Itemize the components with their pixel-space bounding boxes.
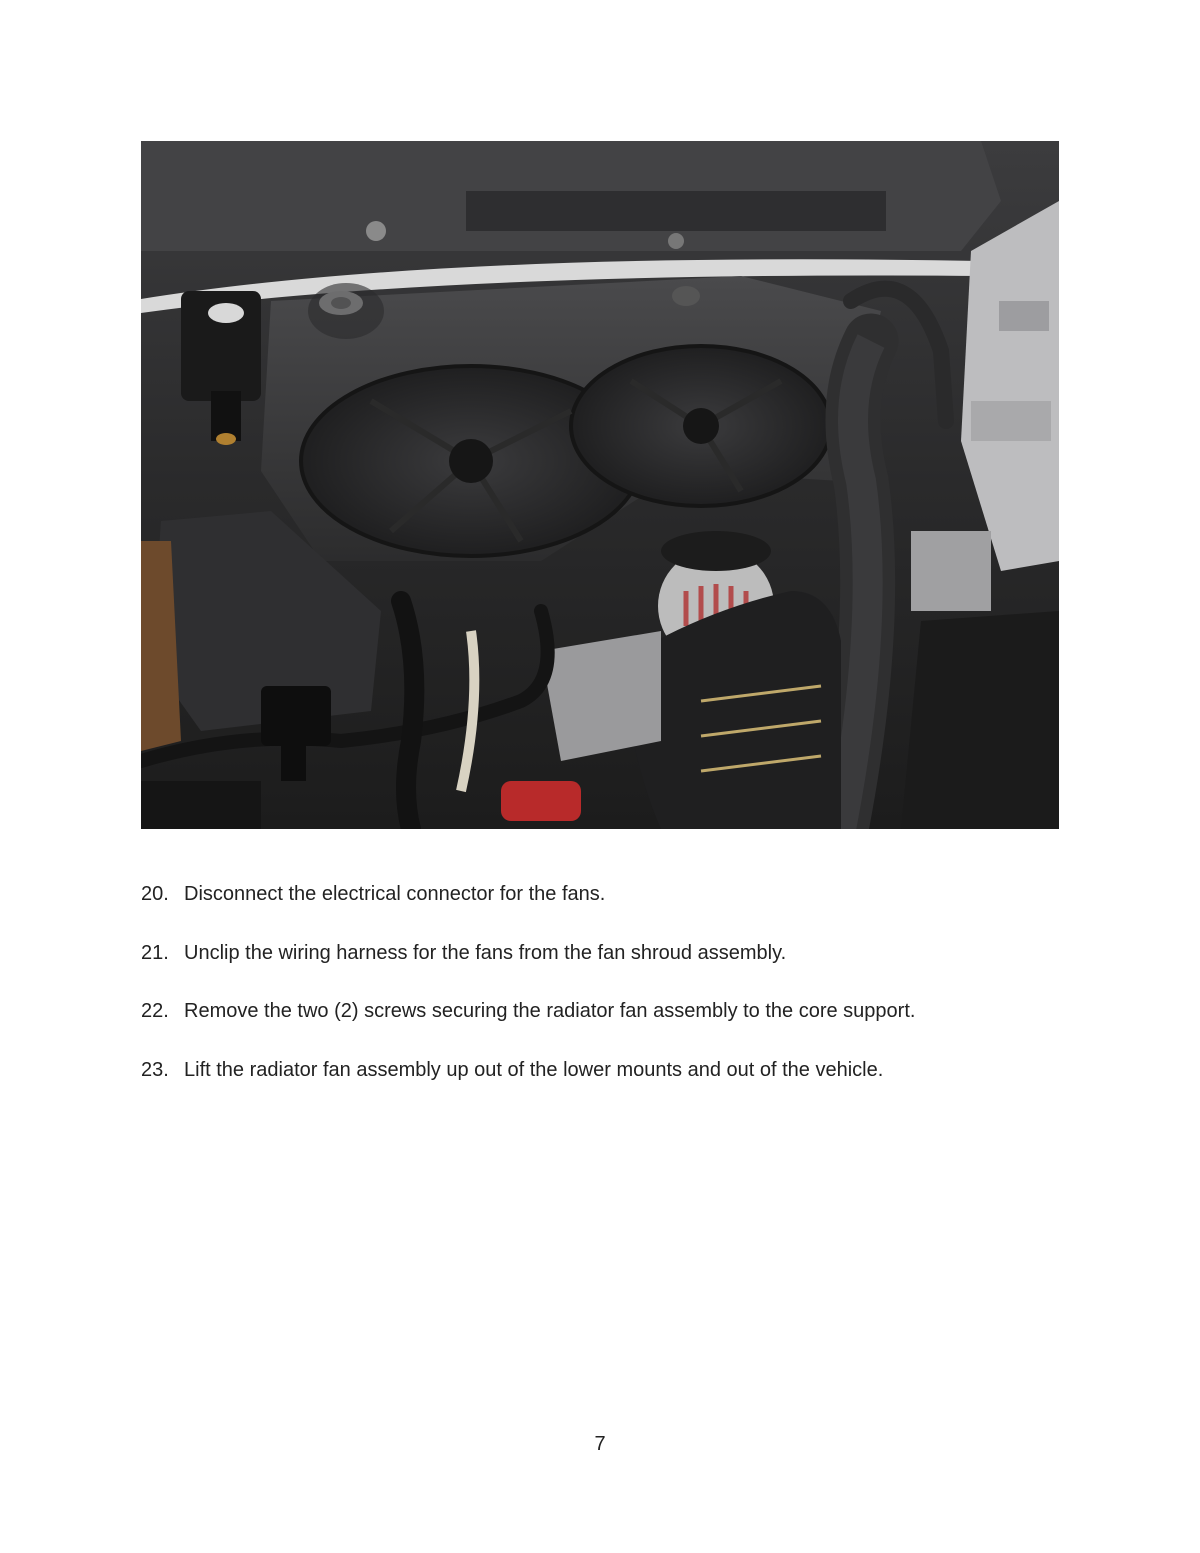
engine-bay-illustration	[141, 141, 1059, 829]
step-number: 20.	[141, 883, 169, 905]
step-text: Disconnect the electrical connector for the fans.	[184, 883, 606, 905]
list-item	[141, 1056, 1061, 1115]
step-text: Remove the two (2) screws securing the radiator fan assembly to the core support.	[184, 1000, 916, 1022]
step-number: 22.	[141, 1000, 169, 1022]
step-text: Lift the radiator fan assembly up out of the lower mounts and out of the vehicle.	[184, 1058, 884, 1081]
step-number: 23.	[141, 1058, 169, 1081]
list-item	[141, 997, 1061, 1056]
step-number: 21.	[141, 941, 169, 964]
step-text: Unclip the wiring harness for the fans from the fan shroud assembly.	[184, 941, 787, 964]
list-item	[141, 939, 1061, 998]
engine-bay-photo	[141, 141, 1059, 829]
instruction-steps	[141, 880, 1061, 1114]
list-item	[141, 880, 1061, 939]
page-number: 7	[594, 1433, 606, 1455]
